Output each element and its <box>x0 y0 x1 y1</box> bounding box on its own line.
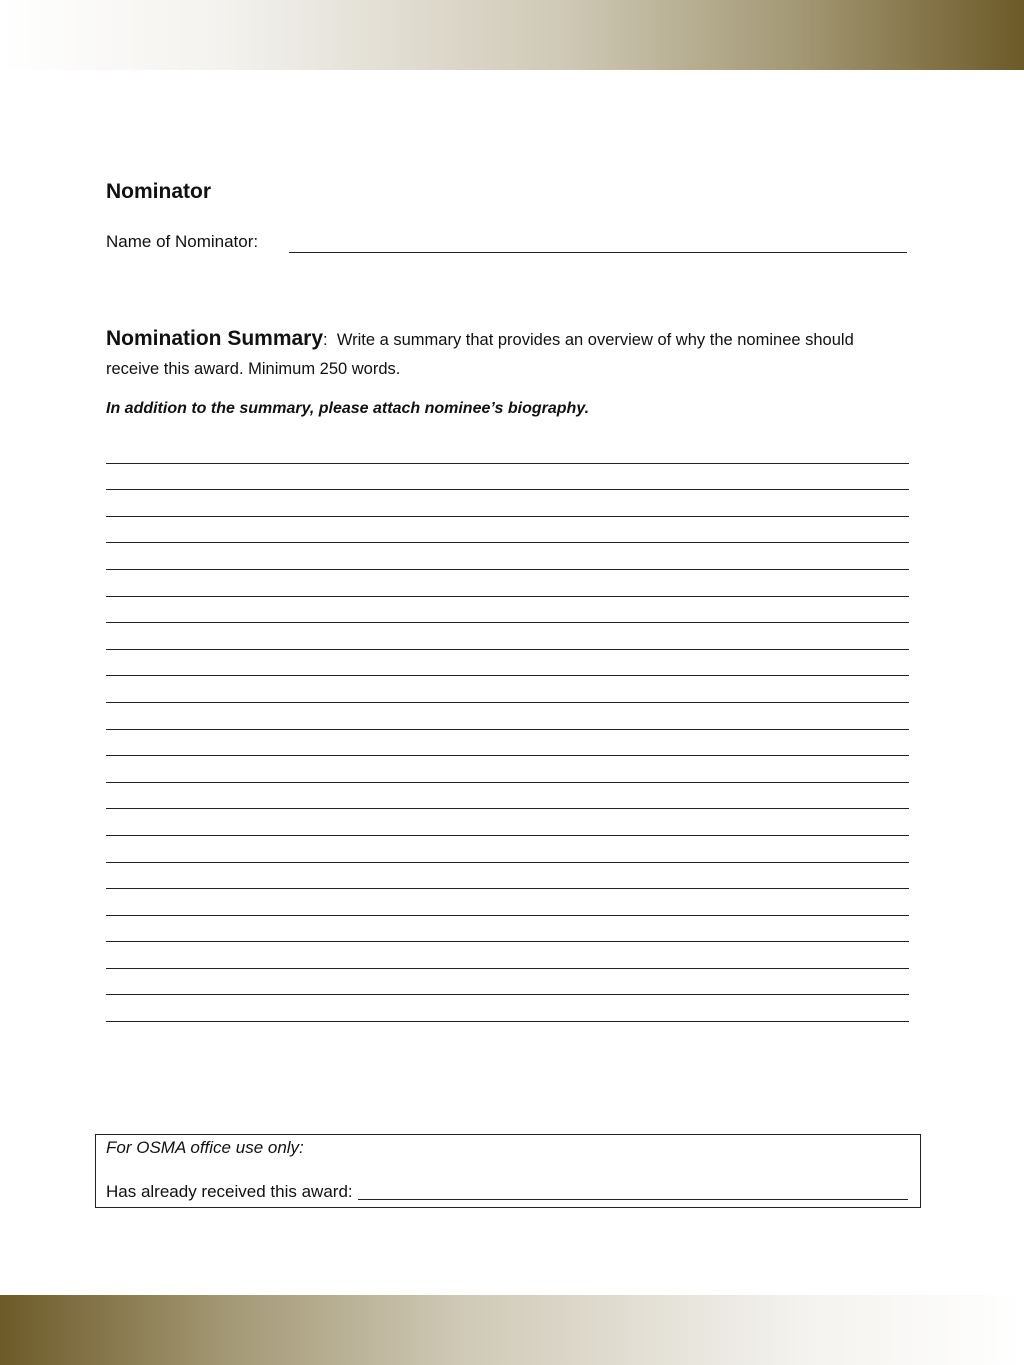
summary-write-line[interactable] <box>106 543 909 570</box>
summary-write-line[interactable] <box>106 437 909 464</box>
already-received-label: Has already received this award: <box>106 1182 353 1201</box>
summary-write-line[interactable] <box>106 809 909 836</box>
summary-write-line[interactable] <box>106 517 909 544</box>
nomination-summary <box>106 324 916 384</box>
summary-heading-colon: : <box>323 331 328 349</box>
summary-instructions-line2: receive this award. Minimum 250 words. <box>106 360 401 378</box>
summary-write-line[interactable] <box>106 995 909 1022</box>
summary-write-line[interactable] <box>106 942 909 969</box>
summary-write-line[interactable] <box>106 836 909 863</box>
summary-write-line[interactable] <box>106 783 909 810</box>
nominator-name-field[interactable] <box>289 252 907 253</box>
summary-writing-area[interactable] <box>106 437 909 1022</box>
summary-write-line[interactable] <box>106 570 909 597</box>
summary-write-line[interactable] <box>106 597 909 624</box>
nomination-summary-heading: Nomination Summary <box>106 327 324 350</box>
summary-write-line[interactable] <box>106 889 909 916</box>
nominator-heading: Nominator <box>106 180 211 203</box>
office-use-title: For OSMA office use only: <box>106 1138 304 1157</box>
header-band <box>0 0 1024 70</box>
summary-write-line[interactable] <box>106 703 909 730</box>
summary-write-line[interactable] <box>106 916 909 943</box>
summary-write-line[interactable] <box>106 756 909 783</box>
summary-write-line[interactable] <box>106 863 909 890</box>
already-received-field[interactable] <box>358 1199 908 1200</box>
summary-write-line[interactable] <box>106 464 909 491</box>
nominator-name-label: Name of Nominator: <box>106 232 259 251</box>
office-use-box <box>95 1134 921 1208</box>
summary-instructions-line1: Write a summary that provides an overview of why the nominee should <box>336 331 854 349</box>
summary-write-line[interactable] <box>106 490 909 517</box>
summary-write-line[interactable] <box>106 650 909 677</box>
summary-write-line[interactable] <box>106 730 909 757</box>
footer-band <box>0 1295 1024 1365</box>
summary-write-line[interactable] <box>106 676 909 703</box>
summary-write-line[interactable] <box>106 623 909 650</box>
summary-write-line[interactable] <box>106 969 909 996</box>
biography-note: In addition to the summary, please attach nominee’s biography. <box>106 400 590 417</box>
